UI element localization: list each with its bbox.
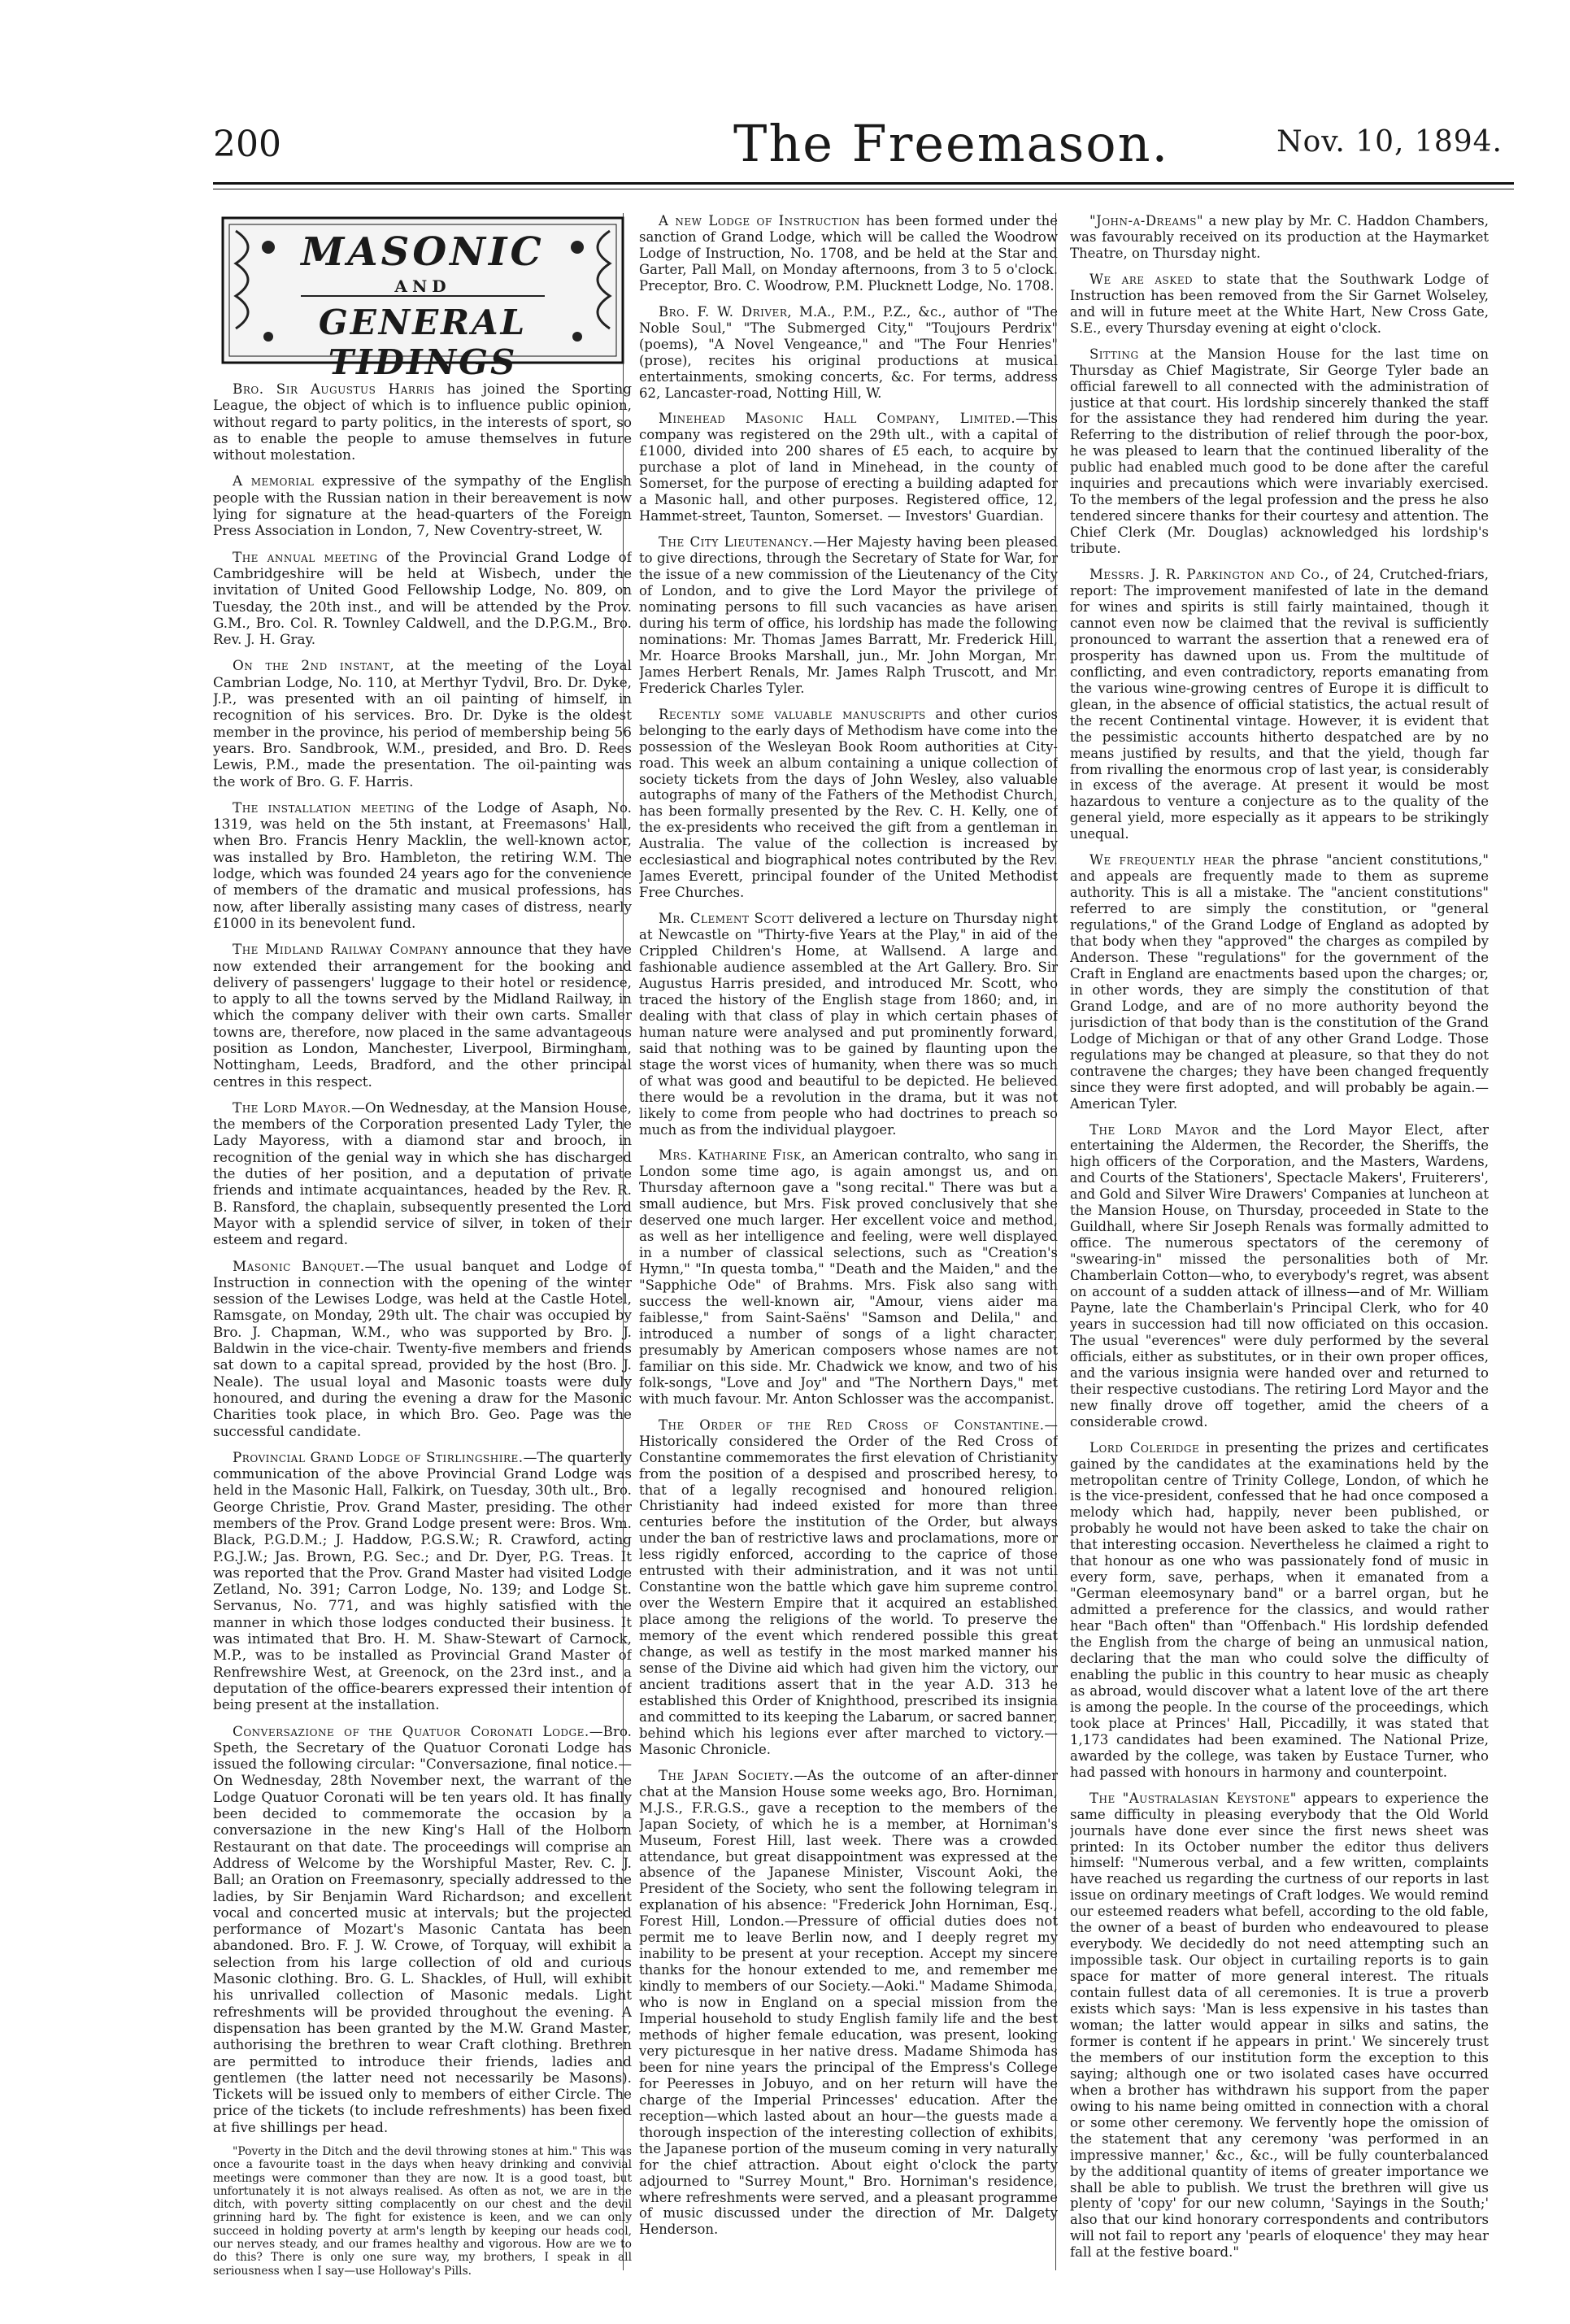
article-lead-in: "John-a-Dreams" bbox=[1089, 213, 1204, 228]
article-body-text: "Poverty in the Ditch and the devil throwing stones at him." This was once a favourite toast in the days when heavy drinking and convivial meetings were commoner than they are now. It is a good toast, but unfortunately it is not always realised. As often as not, we are in the ditch, with poverty sitting complacently on our chest and the devil grinning hard by. The fight for existence is keen, and we can only succeed in holding poverty at arm's length by keeping our heads cool, our nerves steady, and our frames healthy and vigorous. How are we to do this? There is only one sure way, my brothers, I speak in all seriousness when I say—use Holloway's Pills. bbox=[213, 2144, 632, 2278]
article-lead-in: Bro. Sir Augustus Harris bbox=[233, 381, 435, 397]
article-paragraph bbox=[639, 1768, 1058, 2239]
masthead-title: The Freemason. bbox=[733, 114, 1170, 173]
article-lead-in: The Midland Railway Company bbox=[233, 941, 449, 958]
column-2 bbox=[639, 213, 1058, 2295]
article-lead-in: Lord Coleridge bbox=[1089, 1439, 1200, 1456]
article-paragraph bbox=[639, 534, 1058, 697]
article-lead-in: Mrs. Katharine Fisk, bbox=[659, 1147, 807, 1164]
article-paragraph bbox=[213, 1449, 632, 1713]
banner-line-2: AND bbox=[394, 276, 451, 296]
article-lead-in: We frequently hear bbox=[1089, 852, 1235, 868]
article-body-text: and the Lord Mayor Elect, after entertaining the Aldermen, the Recorder, the Sheriffs, the high officers of the Corporation, and the Masters, Wardens, and Courts of the Stationers', Spectacle Makers', Fruiterers', and Gold and Silver Wire Drawers' Companies at luncheon at the Mansion House, on Thursday, proceeded in State to the Guildhall, where Sir Joseph Renals was formally admitted to office. The numerous spectators of the ceremony of "swearing-in" missed the personalities both of Mr. Chamberlain Cotton—who, to everybody's regret, was absent on account of a sudden attack of illness—and of Mr. William Payne, late the Chamberlain's Principal Clerk, who for 40 years in succession had till now officiated on this occasion. The usual "everences" were duly performed by the several officials, either as substitutes, or in their own proper offices, and the various insignia were handed over and returned to their respective custodians. The retiring Lord Mayor and the new finally drove off together, amid the cheers of a considerable crowd. bbox=[1070, 1121, 1489, 1430]
article-body-text: —As the outcome of an after-dinner chat at the Mansion House some weeks ago, Bro. Horniman, M.J.S., F.R.G.S., gave a reception to the members of the Japan Society, of which he is a member, at Horniman's Museum, Forest Hill, last week. There was a crowded attendance, but great disappointment was expressed at the absence of the Japanese Minister, Viscount Aoki, the President of the Society, who sent the following telegram in explanation of his absence: "Frederick John Horniman, Esq., Forest Hill, London.—Pressure of official duties does not permit me to leave Berlin now, and I deeply regret my inability to be present at your reception. Accept my sincere thanks for the honour extended to me, and remember me kindly to members of our Society.—Aoki." Madame Shimoda, who is now in England on a special mission from the Imperial household to study English family life and the best methods of higher female education, was present, looking very picturesque in her native dress. Madame Shimoda has been for nine years the principal of the Empress's College for Peeresses in Jobuyo, and on her return will have the charge of the Imperial Princesses' education. After the reception—which lasted about an hour—the guests made a thorough inspection of the interesting collection of exhibits, the Japanese portion of the museum coming in very naturally for the chief attraction. About eight o'clock the party adjourned to "Surrey Mount," Bro. Horniman's residence, where refreshments were served, and a pleasant programme of music discussed under the direction of Mr. Dalgety Henderson. bbox=[639, 1767, 1058, 2238]
article-body-text: of the Lodge of Asaph, No. 1319, was held on the 5th instant, at Freemasons' Hall, when Bro. Francis Henry Macklin, the well-known actor, was installed by Bro. Hambleton, the retiring W.M. The lodge, which was founded 24 years ago for the convenience of members of the dramatic and musical professions, has now, after liberally assisting many cases of distress, nearly £1000 in its benevolent fund. bbox=[213, 799, 632, 931]
article-paragraph bbox=[639, 1147, 1058, 1407]
article-lead-in: Recently some valuable manuscripts bbox=[659, 706, 926, 722]
article-body-text: —The usual banquet and Lodge of Instruction in connection with the opening of the winter session of the Lewises Lodge, was held at the Castle Hotel, Ramsgate, on Monday, 29th ult. The chair was occupied by Bro. J. Chapman, W.M., who was supported by Bro. J. Baldwin in the vice-chair. Twenty-five members and friends sat down to a capital spread, provided by the host (Bro. J. Neale). The usual loyal and Masonic toasts were duly honoured, and during the evening a draw for the Masonic Charities took place, in which Bro. Geo. Page was the successful candidate. bbox=[213, 1257, 632, 1439]
article-paragraph bbox=[1070, 1440, 1489, 1781]
article-lead-in: The installation meeting bbox=[233, 799, 415, 816]
article-paragraph bbox=[1070, 272, 1489, 337]
article-paragraph bbox=[639, 213, 1058, 294]
article-lead-in: Conversazione of the Quatuor Coronati Lodge. bbox=[233, 1722, 589, 1739]
article-body-text: M.A., P.M., P.Z., &c., author of "The Noble Soul," "The Submerged City," "Toujours Perdrix" (poems), "A Novel Vengeance," and "The Four Henries" (prose), recites his original productions at musical entertainments, smoking concerts, &c. For terms, address 62, Lancaster-road, Notting Hill, W. bbox=[639, 303, 1058, 401]
article-lead-in: A memorial bbox=[233, 472, 315, 490]
article-body-text: has been formed under the sanction of Grand Lodge, which will be called the Woodrow Lodge of Instruction, No. 1708, and be held at the Star and Garter, Pall Mall, on Monday afternoons, from 3 to 5 o'clock. Preceptor, Bro. C. Woodrow, P.M. Plucknett Lodge, No. 1708. bbox=[639, 213, 1058, 294]
article-lead-in: On the 2nd instant, bbox=[233, 657, 395, 674]
article-lead-in: The Order of the Red Cross of Constantine. bbox=[659, 1417, 1045, 1433]
article-paragraph bbox=[213, 799, 632, 931]
article-lead-in: Bro. F. W. Driver, bbox=[659, 303, 793, 320]
article-body-text: at the meeting of the Loyal Cambrian Lodge, No. 110, at Merthyr Tydvil, Bro. Dr. Dyke, J.P., was presented with an oil painting of himself, in recognition of his services. Bro. Dr. Dyke is the oldest member in the province, his period of membership being 56 years. Bro. Sandbrook, W.M., presided, and Bro. D. Rees Lewis, P.M., made the presentation. The oil-painting was the work of Bro. G. F. Harris. bbox=[213, 657, 632, 790]
article-body-text: delivered a lecture on Thursday night at Newcastle on "Thirty-five Years at the Play," in aid of the Crippled Children's Home, at Wallsend. A large and fashionable audience assembled at the Art Gallery. Bro. Sir Augustus Harris presided, and introduced Mr. Scott, who traced the history of the English stage from 1860; and, in dealing with that class of play in which certain phases of human nature were analysed and put prominently forward, said that nothing was to be gained by flaunting upon the stage the worst vices of humanity, when there was so much of what was good and beautiful to be depicted. He believed there would be a revolution in the drama, but it was not likely to come from people who had doctrines to preach so much as from the individual playgoer. bbox=[639, 911, 1058, 1138]
banner-line-1: MASONIC bbox=[301, 229, 545, 275]
article-paragraph bbox=[639, 1417, 1058, 1758]
article-body-text: —On Wednesday, at the Mansion House, the members of the Corporation presented Lady Tyler, the Lady Mayoress, with a diamond star and brooch, in recognition of the genial way in which she has discharged the duties of her position, and a deputation of private friends and intimate acquaintances, headed by the Rev. R. B. Ransford, the chaplain, subsequently presented the Lord Mayor with a splendid service of silver, in token of their esteem and regard. bbox=[213, 1099, 632, 1248]
article-body-text: —Her Majesty having been pleased to give directions, through the Secretary of State for War, for the issue of a new commission of the Lieutenancy of the City of London, and to give the Lord Mayor the privilege of nominating persons to fill such vacancies as have arisen during his term of office, his lordship has made the following nominations: Mr. Thomas James Barratt, Mr. Frederick Hill, Mr. Hoarce Brooks Marshall, jun., Mr. John Morgan, Mr. James Herbert Renals, Mr. James Ralph Truscott, and Mr. Frederick Charles Tyler. bbox=[639, 534, 1058, 696]
article-lead-in: The Lord Mayor bbox=[1089, 1121, 1220, 1138]
article-lead-in: Sitting bbox=[1089, 346, 1139, 362]
article-paragraph bbox=[1070, 1122, 1489, 1430]
article-paragraph bbox=[1070, 1791, 1489, 2261]
article-body-text: expressive of the sympathy of the English people with the Russian nation in their bereavement is now lying for signature at the head-quarters of the Foreign Press Association in London, 7, New Coventry-street, W. bbox=[213, 472, 632, 539]
article-paragraph bbox=[213, 941, 632, 1090]
banner-line-3: GENERAL TIDINGS bbox=[318, 302, 528, 382]
article-body-text: an American contralto, who sang in London some time ago, is again amongst us, and on Thursday afternoon gave a "song recital." There was but a small audience, but Mrs. Fisk proved conclusively that she deserved one much larger. Her excellent voice and method, as well as her intelligence and feeling, were well displayed in a number of classical selections, such as "Creation's Hymn," "In questa tomba," "Death and the Maiden," and the "Sapphiche Ode" of Brahms. Mrs. Fisk also sang with success the well-known air, "Amour, viens aider ma faiblesse," from Saint-Saëns' "Samson and Delila," and introduced a number of songs of a light character, presumably by American composers whose names are not familiar on this side. Mr. Chadwick we know, and two of his folk-songs, "Love and Joy" and "The Northern Days," met with much favour. Mr. Anton Schlosser was the accompanist. bbox=[639, 1147, 1058, 1407]
article-paragraph bbox=[213, 2145, 632, 2278]
article-body-text: at the Mansion House for the last time on Thursday as Chief Magistrate, Sir George Tyler bade an official farewell to all connected with the administration of justice at that court. His lordship sincerely thanked the staff for the assistance they had rendered him during the year. Referring to the distribution of relief through the poor-box, he was pleased to learn that the continued liberality of the public had enabled much good to be done after the careful inquiries and precautions which were invariably exercised. To the members of the legal profession and the press he also tendered sincere thanks for their courtesy and attention. The Chief Clerk (Mr. Douglas) acknowledged his lordship's tribute. bbox=[1070, 346, 1489, 557]
article-body-text: of the Provincial Grand Lodge of Cambridgeshire will be held at Wisbech, under the invitation of United Good Fellowship Lodge, No. 809, on Tuesday, the 20th inst., and will be attended by the Prov. G.M., Bro. Col. R. Townley Caldwell, and the D.P.G.M., Bro. Rev. J. H. Gray. bbox=[213, 548, 632, 648]
article-body-text: announce that they have now extended their arrangement for the booking and delivery of passengers' luggage to their hotel or residence, to apply to all the towns served by the Midland Railway, in which the company deliver with their own carts. Smaller towns are, therefore, now placed in the same advantageous position as London, Manchester, Liverpool, Birmingham, Nottingham, Leeds, Bradford, and the other principal centres in this respect. bbox=[213, 941, 632, 1090]
article-lead-in: Provincial Grand Lodge of Stirlingshire. bbox=[233, 1448, 524, 1465]
article-paragraph bbox=[639, 707, 1058, 901]
column-3 bbox=[1070, 213, 1489, 2295]
article-paragraph bbox=[639, 911, 1058, 1138]
article-paragraph bbox=[1070, 346, 1489, 557]
article-paragraph bbox=[213, 657, 632, 789]
article-paragraph bbox=[213, 1258, 632, 1439]
article-body-text: the phrase "ancient constitutions," and appeals are frequently made to them as supreme authority. This is all a mistake. The "ancient constitutions" referred to are simply the constitution, or "general regulations," of the Grand Lodge of England as adopted by that body when they "approved" the charges as compiled by Anderson. These "regulations" for the government of the Craft in England are enactments based upon the charges; or, in other words, they are simply the constitution of that Grand Lodge, and are of no more authority beyond the jurisdiction of that body than is the constitution of the Grand Lodge of Michigan or that of any other Grand Lodge. Those regulations may be changed at pleasure, so that they do not contravene the charges; they have been changed frequently since they were first adopted, and will probably be again.—American Tyler. bbox=[1070, 852, 1489, 1112]
article-body-text: a new play by Mr. C. Haddon Chambers, was favourably received on its production at the Haymarket Theatre, on Thursday night. bbox=[1070, 213, 1489, 261]
article-paragraph bbox=[639, 411, 1058, 524]
article-paragraph bbox=[213, 1099, 632, 1248]
article-lead-in: The annual meeting bbox=[233, 548, 378, 565]
article-lead-in: A new Lodge of Instruction bbox=[659, 213, 860, 228]
article-paragraph bbox=[213, 549, 632, 648]
article-paragraph bbox=[1070, 567, 1489, 842]
page-number: 200 bbox=[213, 124, 281, 165]
masonic-tidings-banner bbox=[220, 215, 626, 382]
article-lead-in: Mr. Clement Scott bbox=[659, 911, 794, 927]
article-body-text: —Historically considered the Order of the Red Cross of Constantine commemorates the first elevation of Christianity from the position of a despised and proscribed heresy, to that of a legally recognised and honoured religion. Christianity had indeed existed for more than three centuries before the institution of the Order, but always under the ban of restrictive laws and proclamations, more or less rigidly enforced, according to the caprice of those entrusted with their administration, and it was not until Constantine won the battle which gave him supreme control over the Western Empire that it acquired an established place among the religions of the world. To preserve the memory of the event which rendered possible this great change, as well as testify in the most marked manner his sense of the Divine aid which had given him the victory, our ancient traditions assert that in the year A.D. 313 he established this Order of Knighthood, prescribed its insignia and committed to its keeping the Labarum, or sacred banner, behind which his legions ever after marched to victory.—Masonic Chronicle. bbox=[639, 1417, 1058, 1757]
article-paragraph bbox=[213, 1723, 632, 2135]
article-paragraph bbox=[213, 381, 632, 463]
article-lead-in: Masonic Banquet. bbox=[233, 1257, 365, 1274]
article-body-text: to state that the Southwark Lodge of Instruction has been removed from the Sir Garnet Wolseley, and will in future meet at the White Hart, New Cross Gate, S.E., every Thursday evening at eight o'clock. bbox=[1070, 271, 1489, 336]
article-paragraph bbox=[1070, 213, 1489, 262]
article-paragraph bbox=[639, 304, 1058, 402]
article-lead-in: The City Lieutenancy. bbox=[659, 534, 813, 551]
article-lead-in: The Lord Mayor. bbox=[233, 1099, 352, 1116]
issue-date: Nov. 10, 1894. bbox=[1276, 125, 1503, 159]
page-header bbox=[213, 114, 1514, 179]
article-body-text: —This company was registered on the 29th ult., with a capital of £1000, divided into 200 shares of £5 each, to acquire by purchase a plot of land in Minehead, in the county of Somerset, for the purpose of erecting a building adapted for a Masonic hall, and other purposes. Registered office, 12, Hammet-street, Taunton, Somerset. — Investors' Guardian. bbox=[639, 411, 1058, 524]
article-paragraph bbox=[1070, 852, 1489, 1112]
article-lead-in: Messrs. J. R. Parkington and Co., bbox=[1089, 567, 1329, 583]
article-body-text: has joined the Sporting League, the object of which is to influence public opinion, without regard to party politics, in the interests of sport, so as to enable the people to amuse themselves in future without molestation. bbox=[213, 381, 632, 463]
header-rule bbox=[213, 182, 1514, 185]
article-body-text: and other curios belonging to the early days of Methodism have come into the possession of the Wesleyan Book Room authorities at City-road. This week an album containing a unique collection of society tickets from the days of John Wesley, also valuable autographs of many of the Fathers of the Methodist Church, has been formally presented by the Rev. C. H. Kelly, one of the ex-presidents who received the gift from a gentleman in Australia. The value of the collection is increased by ecclesiastical and biographical notes contributed by the Rev. James Everett, principal founder of the United Methodist Free Churches. bbox=[639, 706, 1058, 901]
article-lead-in: We are asked bbox=[1089, 271, 1194, 287]
article-body-text: in presenting the prizes and certificates gained by the candidates at the examinations held by the metropolitan centre of Trinity College, London, of which he is the vice-president, confessed that he had once composed a melody which had, happily, never been published, or probably he would not have been asked to take the chair on that interesting occasion. Nevertheless he claimed a right to that honour as one who was passionately fond of music in every form, save, perhaps, when it emanated from a "German eleemosynary band" or a barrel organ, but he admitted a preference for the classics, and would rather hear "Bach often" than "Offenbach." His lordship defended the English from the charge of being an unmusical nation, declaring that the man who could solve the difficulty of enabling the public in this country to hear music as cheaply as abroad, would discover what a latent love of the art there is among the people. In the course of the proceedings, which took place at Princes' Hall, Piccadilly, it was stated that 1,173 candidates had been examined. The National Prize, awarded by the college, was taken by Eustace Turner, who had passed with honours in harmony and counterpoint. bbox=[1070, 1439, 1489, 1780]
article-body-text: —The quarterly communication of the above Provincial Grand Lodge was held in the Masonic Hall, Falkirk, on Tuesday, 30th ult., Bro. George Christie, Prov. Grand Master, presiding. The other members of the Prov. Grand Lodge present were: Bros. Wm. Black, P.G.D.M.; J. Haddow, P.G.S.W.; R. Crawford, acting P.G.J.W.; Jas. Brown, P.G. Sec.; and Dr. Dyer, P.G. Treas. It was reported that the Prov. Grand Master had visited Lodge Zetland, No. 391; Carron Lodge, No. 139; and Lodge St. Servanus, No. 771, and was highly satisfied with the manner in which those lodges conducted their business. It was intimated that Bro. H. M. Shaw-Stewart of Carnock, M.P., was to be installed as Provincial Grand Master of Renfrewshire West, at Greenock, on the 23rd inst., and a deputation of the office-bearers expressed their intention of being present at the installation. bbox=[213, 1448, 632, 1713]
column-1 bbox=[213, 213, 632, 2295]
article-paragraph bbox=[213, 472, 632, 538]
article-body-text: of 24, Crutched-friars, report: The improvement manifested of late in the demand for wines and spirits is still fairly maintained, though it cannot even now be claimed that the revival is sufficiently pronounced to warrant the assertion that a renewed era of prosperity has dawned upon us. From the multitude of conflicting, and even contradictory, reports emanating from the various wine-growing centres of Europe it is difficult to glean, in the absence of official statistics, the actual result of the recent Continental vintage. However, it is evident that the pessimistic accounts hitherto despatched are by no means justified by results, and that the yield, though far from rivalling the enormous crop of last year, is considerably in excess of the average. At present it would be most hazardous to venture a conjecture as to the quality of the general yield, more especially as it appears to be strikingly unequal. bbox=[1070, 567, 1489, 842]
article-body-text: —Bro. Speth, the Secretary of the Quatuor Coronati Lodge has issued the following circular: "Conversazione, final notice.—On Wednesday, 28th November next, the warrant of the Lodge Quatuor Coronati will be ten years old. It has finally been decided to commemorate the occasion by a conversazione in the new King's Hall of the Holborn Restaurant on that date. The proceedings will comprise an Address of Welcome by the Worshipful Master, Rev. C. J. Ball; an Oration on Freemasonry, specially addressed to the ladies, by Sir Benjamin Ward Richardson; and excellent vocal and concerted music at intervals; but the projected performance of Mozart's Masonic Cantata has been abandoned. Bro. F. J. W. Crowe, of Torquay, will exhibit a selection from his large collection of old and curious Masonic clothing. Bro. G. L. Shackles, of Hull, will exhibit his unrivalled collection of Masonic medals. Light refreshments will be provided throughout the evening. A dispensation has been granted by the M.W. Grand Master, authorising the brethren to wear Craft clothing. Brethren are permitted to introduce their friends, ladies and gentlemen (the latter need not necessarily be Masons). Tickets will be issued only to members of either Circle. The price of the tickets (to include refreshments) has been fixed at five shillings per head. bbox=[213, 1722, 632, 2135]
article-lead-in: Minehead Masonic Hall Company, Limited. bbox=[659, 411, 1016, 427]
article-lead-in: The Japan Society. bbox=[659, 1767, 794, 1783]
article-body-text: appears to experience the same difficulty in pleasing everybody that the Old World journals have done ever since the first news sheet was printed: In its October number the editor thus delivers himself: "Numerous verbal, and a few written, complaints have reached us regarding the curtness of our reports in last issue on ordinary meetings of Craft lodges. We would remind our esteemed readers what befell, according to the old fable, the owner of a beast of burden who endeavoured to please everybody. We decidedly do not need attempting such an impossible task. Our object in curtailing reports is to gain space for matter of more general interest. The rituals contain fullest data of all ceremonies. It is true a proverb exists which says: 'Man is less expensive in his tastes than woman; the latter would appear in silks and satins, the former is content if he appears in print.' We sincerely trust the members of our institution form the exception to this saying; although one or two isolated cases have occurred when a brother has withdrawn his support from the paper owing to his name being omitted in connection with a choral or some other ceremony. We fervently hope the omission of the statement that any ceremony 'was performed in an impressive manner,' &c., &c., will be fully counterbalanced by the additional quantity of items of greater importance we shall be able to publish. We trust the brethren will give us plenty of 'copy' for our new column, 'Sayings in the South;' also that our kind honorary correspondents and contributors will not fail to report any 'pearls of eloquence' they may hear fall at the festive board." bbox=[1070, 1790, 1489, 2261]
article-lead-in: The "Australasian Keystone" bbox=[1089, 1790, 1297, 1806]
